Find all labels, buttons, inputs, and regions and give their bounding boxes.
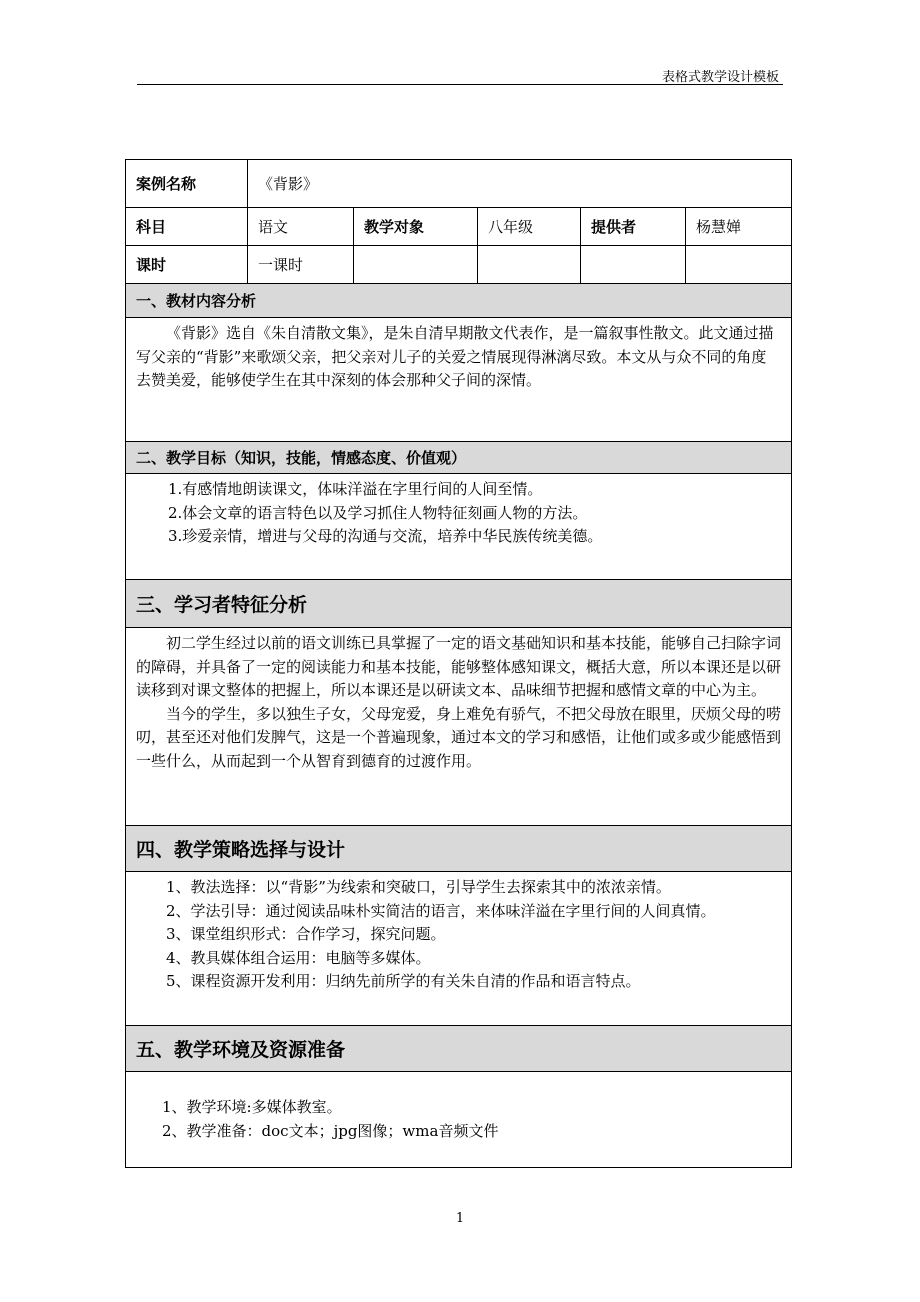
section-1-paragraph: 《背影》选自《朱自清散文集》，是朱自清早期散文代表作，是一篇叙事性散文。此文通过描写父亲的“背影”来歌颂父亲，把父亲对儿子的关爱之情展现得淋漓尽致。本文从与众不同的角度去赞美爱，能够使学生在其中深刻的体会那种父子间的深情。 [136, 324, 774, 389]
subject-value: 语文 [248, 208, 354, 246]
section-3-body [126, 628, 792, 826]
strategy-item-1: 1、教法选择：以“背影”为线索和突破口，引导学生去探索其中的浓浓亲情。 [166, 878, 671, 896]
section-4-title: 四、教学策略选择与设计 [126, 826, 792, 872]
provider-value: 杨慧婵 [686, 208, 792, 246]
case-value: 《背影》 [248, 160, 792, 208]
strategy-item-4: 4、教具媒体组合运用：电脑等多媒体。 [166, 948, 431, 967]
empty-cell [686, 246, 792, 284]
goal-item-1: 1.有感情地朗读课文，体味洋溢在字里行间的人间至情。 [168, 480, 543, 498]
resource-item-2: 2、教学准备：doc文本；jpg图像；wma音频文件 [162, 1121, 499, 1140]
section-3-paragraph-1: 初二学生经过以前的语文训练已具掌握了一定的语文基础知识和基本技能，能够自己扫除字词的障碍，并具备了一定的阅读能力和基本技能，能够整体感知课文，概括大意，所以本课还是以研读移到对课文整体的把握上，所以本课还是以研读文本、品味细节把握和感情文章的中心为主。 [136, 634, 782, 699]
header-title: 表格式教学设计模板 [661, 70, 779, 85]
lesson-plan-table [125, 159, 792, 1168]
empty-cell [478, 246, 581, 284]
section-5-title: 五、教学环境及资源准备 [126, 1026, 792, 1072]
resource-item-1: 1、教学环境:多媒体教室。 [162, 1098, 342, 1116]
section-4-body [126, 872, 792, 1026]
page-number: 1 [455, 1211, 465, 1226]
goal-item-2: 2.体会文章的语言特色以及学习抓住人物特征刻画人物的方法。 [168, 503, 588, 522]
section-1-title: 一、教材内容分析 [126, 284, 792, 318]
subject-row [126, 208, 792, 246]
strategy-item-5: 5、课程资源开发利用：归纳先前所学的有关朱自清的作品和语言特点。 [166, 972, 641, 990]
strategy-item-2: 2、学法引导：通过阅读品味朴实简洁的语言，来体味洋溢在字里行间的人间真情。 [166, 901, 716, 920]
hours-row [126, 246, 792, 284]
page-header [137, 62, 783, 85]
section-1-body [126, 318, 792, 442]
strategy-item-3: 3、课堂组织形式：合作学习，探究问题。 [166, 925, 446, 943]
section-3-paragraph-2: 当今的学生，多以独生子女，父母宠爱，身上难免有骄气，不把父母放在眼里，厌烦父母的唠叨，甚至还对他们发脾气，这是一个普遍现象，通过本文的学习和感悟，让他们或多或少能感悟到一些什么，从而起到一个从智育到德育的过渡作用。 [136, 704, 782, 770]
provider-label: 提供者 [581, 208, 686, 246]
audience-value: 八年级 [478, 208, 581, 246]
case-label: 案例名称 [126, 160, 248, 208]
empty-cell [354, 246, 478, 284]
goal-item-3: 3.珍爱亲情，增进与父母的沟通与交流，培养中华民族传统美德。 [168, 527, 603, 545]
section-5-body [126, 1072, 792, 1168]
section-2-title: 二、教学目标（知识，技能，情感态度、价值观） [126, 442, 792, 474]
section-3-title: 三、学习者特征分析 [126, 580, 792, 628]
audience-label: 教学对象 [354, 208, 478, 246]
hours-value: 一课时 [248, 246, 354, 284]
case-row [126, 160, 792, 208]
empty-cell [581, 246, 686, 284]
subject-label: 科目 [126, 208, 248, 246]
section-2-body [126, 474, 792, 580]
hours-label: 课时 [126, 246, 248, 284]
